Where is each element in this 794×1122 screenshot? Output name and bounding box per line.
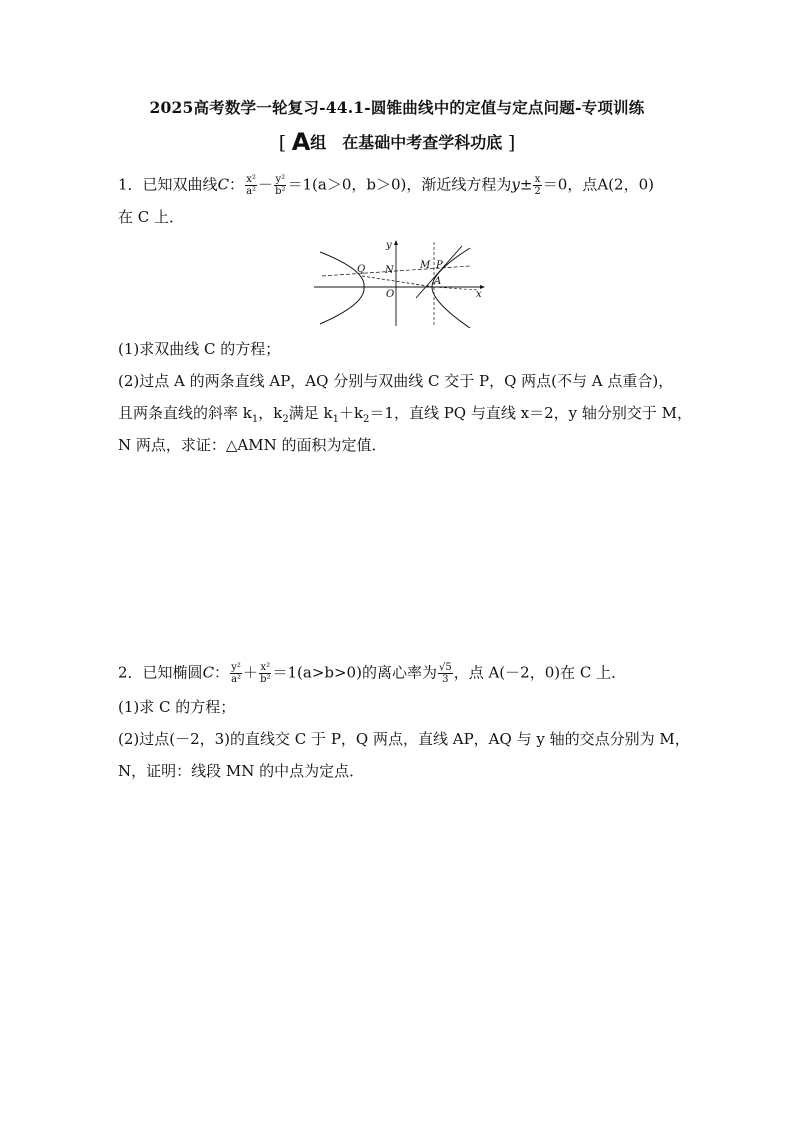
curve-name: C	[217, 175, 230, 194]
hyperbola-left-branch	[320, 252, 364, 324]
point-a: A(2，0)	[597, 175, 654, 194]
hyperbola-figure	[310, 238, 490, 328]
label-a: A	[434, 276, 442, 287]
problem1-number: 1．	[118, 175, 143, 194]
problem2-part2-line2: N，证明：线段 MN 的中点为定点．	[118, 762, 365, 780]
problem1-intro: 已知双曲线	[142, 175, 218, 194]
line-ap	[416, 246, 462, 298]
fraction-y2-a2: $\frac{\text{y²}}{\text{a²}}$	[231, 662, 242, 685]
label-x: x	[476, 289, 482, 300]
asymptote-rest: ＝0，点	[542, 175, 598, 194]
fraction-eccentricity: $\frac{√5}{3}$	[438, 662, 452, 685]
label-o: O	[386, 289, 395, 300]
page-title: 2025高考数学一轮复习-44.1-圆锥曲线中的定值与定点问题-专项训练	[149, 98, 645, 117]
label-q: Q	[357, 264, 366, 275]
problem1-statement-line1	[118, 174, 654, 197]
group-letter: A	[291, 128, 311, 156]
colon: ：	[229, 175, 245, 194]
problem2-part2-line1: (2)过点(－2，3)的直线交 C 于 P，Q 两点，直线 AP，AQ 与 y 轴的交点分别为 M，	[118, 730, 690, 748]
y-axis-arrow	[394, 240, 398, 245]
line-aq-extension	[434, 287, 478, 290]
equation-condition: ＝1(a＞0，b＞0)，渐近线方程为	[287, 175, 512, 194]
problem1-part2-line2: 且两条直线的斜率 $k_1$，$k_2$满足 $k_1+k_2=1$，直线 PQ 与直线 x＝2，y 轴分别交于 M，	[118, 404, 693, 425]
line-aq	[362, 276, 434, 287]
group-close-bracket: ]	[507, 132, 516, 154]
label-m: M	[420, 260, 431, 271]
asymptote-y: y±	[511, 175, 533, 194]
label-y: y	[386, 240, 392, 251]
label-n: N	[385, 265, 394, 276]
fraction-x-2: $\frac{x}{2}$	[534, 174, 541, 197]
fraction-x2-a2: $\frac{\text{x²}}{\text{a²}}$	[246, 174, 257, 197]
fraction-x2-b2: $\frac{\text{x²}}{\text{b²}}$	[260, 662, 271, 685]
group-open-bracket: [	[278, 132, 287, 154]
label-p: P	[436, 260, 443, 271]
problem2-number: 2．	[118, 663, 143, 682]
fraction-y2-b2: $\frac{\text{y²}}{\text{b²}}$	[275, 174, 286, 197]
problem1-statement-line2: 在 C 上．	[118, 208, 185, 226]
problem2-statement-line1: 2．已知椭圆C： $\frac{\text{y²}}{\text{a²}}$ ＋ $\frac{\text{x²}}{\text{b²}}$ ＝1(a>b>0)的离心率为 $\frac{√5}{3}$ ，点 A(－2，0)在 C 上．	[118, 662, 627, 685]
problem2-part1: (1)求 C 的方程；	[118, 698, 236, 716]
problem1-part2-line1: (2)过点 A 的两条直线 AP，AQ 分别与双曲线 C 交于 P，Q 两点(不与 A 点重合)，	[118, 372, 674, 390]
group-heading	[0, 128, 794, 156]
minus-sign: －	[258, 175, 274, 194]
problem1-part2-line3: N 两点，求证：△AMN 的面积为定值．	[118, 436, 387, 454]
group-heading-text: 组 在基础中考查学科功底	[310, 133, 503, 152]
problem1-part1: (1)求双曲线 C 的方程；	[118, 340, 281, 358]
